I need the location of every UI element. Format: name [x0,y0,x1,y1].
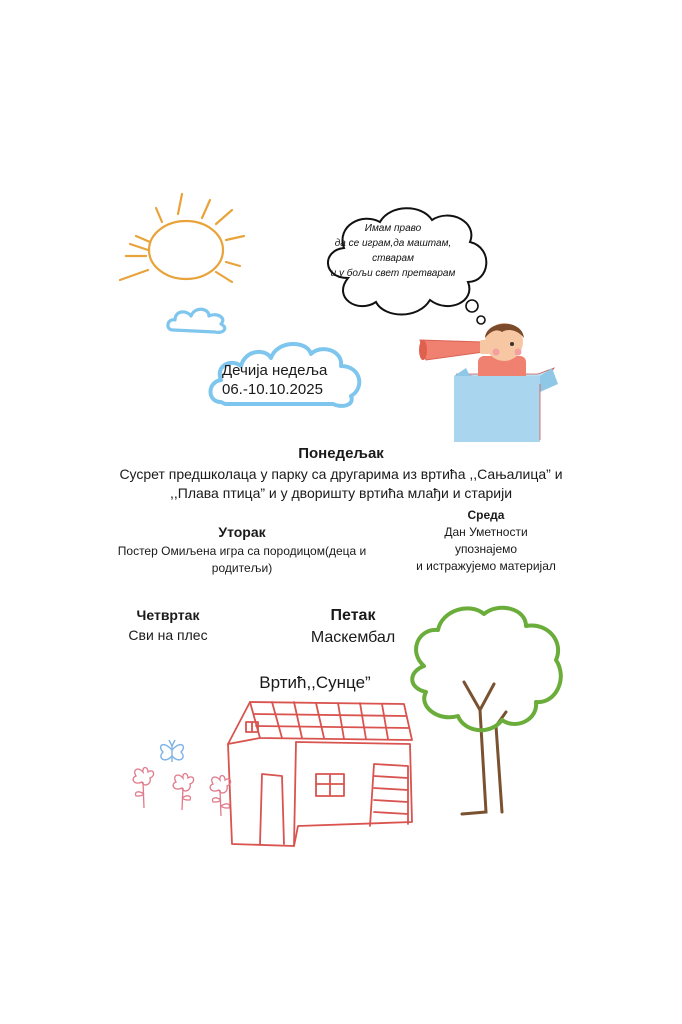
friday-section [293,606,413,648]
tree-icon [398,602,570,824]
tuesday-line-2: родитељи) [211,561,273,575]
sun-icon [112,186,252,296]
kindergarten-name: Вртић,,Сунце” [259,673,371,692]
wednesday-line-1: Дан Уметности [444,525,528,539]
tuesday-heading: Уторак [218,524,266,540]
small-cloud-icon [165,302,233,336]
thursday-heading: Четвртак [136,607,200,623]
thursday-section [108,606,228,644]
house-icon [224,694,420,850]
thought-line-3: стварам [372,253,414,264]
friday-heading: Петак [330,607,376,624]
title-line-2: 06.-10.10.2025 [222,381,323,398]
monday-heading: Понедељак [298,445,384,462]
thought-line-1: Имам право [364,223,422,234]
child-with-telescope-icon [418,312,563,444]
tuesday-section [108,524,376,577]
flower-icon [128,766,158,810]
thought-line-4: и у бољи свет претварам [330,268,456,279]
title-block [222,361,352,399]
thursday-text: Сви на плес [128,627,208,643]
wednesday-line-3: и истражујемо материјал [416,559,556,573]
title-line-1: Дечија недеља [222,362,328,379]
thought-bubble-text [318,221,468,281]
wednesday-heading: Среда [467,508,505,522]
thought-line-2: да се играм,да маштам, [334,238,452,249]
tuesday-line-1: Постер Омиљена игра са породицом(деца и [117,544,367,558]
monday-section [90,445,592,503]
flower-icon [168,772,198,812]
butterfly-icon [157,738,187,768]
monday-line-1: Сусрет предшколаца у парку са другарима из вртића ,,Сањалица” и [119,466,563,482]
wednesday-section [398,508,574,575]
flower-icon [205,774,235,818]
friday-text: Маскембал [310,629,396,646]
monday-line-2: ,,Плава птица” и у дворишту вртића млађи и старији [169,485,513,501]
wednesday-line-2: упознајемо [454,542,518,556]
